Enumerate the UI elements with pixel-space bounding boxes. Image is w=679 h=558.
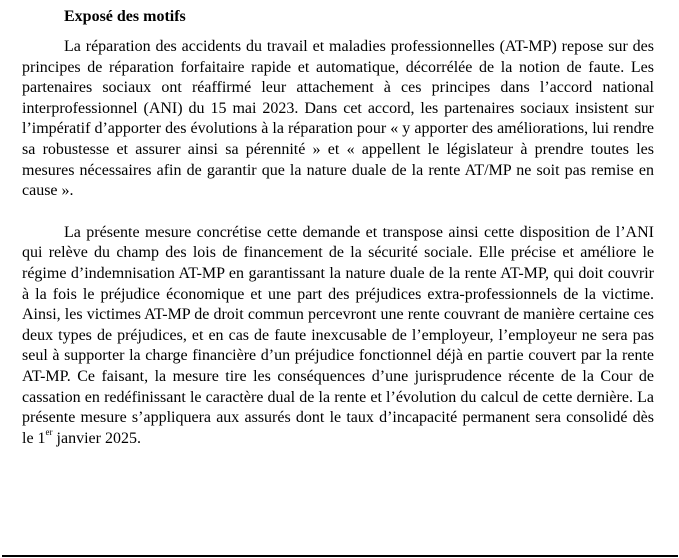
paragraph-2-text: La présente mesure concrétise cette demande et transpose ainsi cette disposition de l’ANI qui relève du champ des lois de financement de la sécurité sociale. Elle précise et améliore le régime d’indemnisation AT-MP en garantissant la nature duale de la rente AT-MP, qui doit couvrir à la fois le préjudice économique et une part des préjudices extra-professionnels de la victime. Ainsi, les victimes AT-MP de droit commun percevront une rente couvrant de manière certaine ces deux types de préjudices, et en cas de faute inexcusable de l’employeur, l’employeur ne sera pas seul à supporter la charge financière d’un préjudice fonctionnel déjà en partie couvert par la rente AT-MP. Ce faisant, la mesure tire les conséquences d’une jurisprudence récente de la Cour de cassation en redéfinissant le caractère dual de la rente et l’évolution du calcul de cette dernière. La présente mesure s’appliquera aux assurés dont le taux d’incapacité permanent sera consolidé dès le 1 bbox=[22, 223, 654, 447]
paragraph-2 bbox=[22, 223, 654, 450]
paragraph-1: La réparation des accidents du travail et maladies professionnelles (AT-MP) repose sur des principes de réparation forfaitaire rapide et automatique, décorrélée de la notion de faute. Les partenaires sociaux ont réaffirmé leur attachement à ces principes dans l’accord national interprofessionnel (ANI) du 15 mai 2023. Dans cet accord, les partenaires sociaux insistent sur l’impératif d’apporter des évolutions à la réparation pour « y apporter des améliorations, lui rendre sa robustesse et assurer ainsi sa pérennité » et « appellent le législateur à prendre toutes les mesures nécessaires afin de garantir que la nature duale de la rente AT/MP ne soit pas remise en cause ». bbox=[22, 38, 654, 200]
ordinal-superscript: er bbox=[45, 426, 53, 437]
paragraph-2-end: janvier 2025. bbox=[52, 429, 141, 447]
bottom-rule bbox=[2, 555, 678, 557]
document-page bbox=[22, 0, 654, 449]
section-heading: Exposé des motifs bbox=[64, 8, 186, 25]
